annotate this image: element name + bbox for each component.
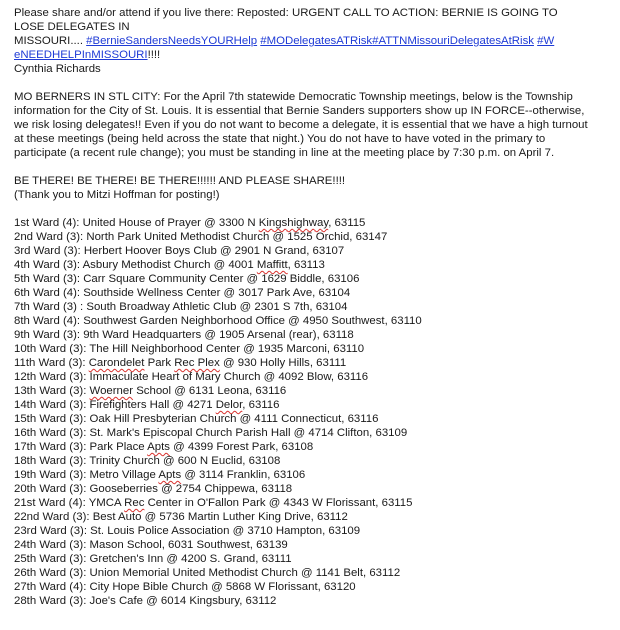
- ward-flagged-word: Rec: [124, 497, 145, 509]
- ward-entry: [14, 510, 614, 524]
- spacer: [14, 202, 614, 216]
- ward-text: @ 3114 Franklin, 63106: [181, 469, 306, 481]
- ward-entry: [14, 524, 614, 538]
- callout-text: BE THERE! BE THERE! BE THERE!!!!!! AND PLEASE SHARE!!!!: [14, 175, 346, 187]
- ward-flagged-word: Maffitt: [256, 259, 288, 271]
- ward-text: School @ 6131 Leona, 63116: [133, 385, 287, 397]
- ward-entry: [14, 552, 614, 566]
- ward-entry: [14, 244, 614, 258]
- ward-entry: [14, 468, 614, 482]
- ward-text: 24th Ward (3): Mason School, 6031 Southwest, 63139: [14, 539, 288, 551]
- ward-text: Center in O'Fallon Park @ 4343 W Florissant, 63115: [144, 497, 413, 509]
- ward-text: 6th Ward (4): Southside Wellness Center @ 3017 Park Ave, 63104: [14, 287, 351, 299]
- intro-line-3-text: MISSOURI....: [14, 35, 87, 47]
- ward-text: 2nd Ward (3): North Park United Methodist Church @ 1525 Orchid, 63147: [14, 231, 388, 243]
- ward-text: 21st Ward (4): YMCA: [14, 497, 125, 509]
- ward-text: 8th Ward (4): Southwest Garden Neighborhood Office @ 4950 Southwest, 63110: [14, 315, 422, 327]
- ward-entry: [14, 356, 614, 370]
- intro-line-1: Please share and/or attend if you live there: Reposted: URGENT CALL TO ACTION: BERNIE IS GOING TO: [14, 7, 558, 19]
- ward-entry: [14, 384, 614, 398]
- ward-entry: [14, 272, 614, 286]
- ward-entry: [14, 314, 614, 328]
- hashtag-we-need-help-end[interactable]: eNEEDHELPInMISSOURI: [14, 49, 148, 61]
- ward-entry: [14, 412, 614, 426]
- intro-line-3: [14, 34, 614, 48]
- ward-entry: [14, 370, 614, 384]
- ward-entry: [14, 426, 614, 440]
- ward-text: 13th Ward (3):: [14, 385, 90, 397]
- instructions-paragraph: MO BERNERS IN STL CITY: For the April 7th statewide Democratic Township meetings, below is the Township information for the City of St. Louis. It is essential that Bernie Sanders supporters show up IN FORCE--otherwise, we risk losing delegates!! Even if you do not want to become a delegate, it is essential that we have a high turnout at these meetings (being held across the state that night.) You do not have to have voted in the primary to participate (a recent rule change); you must be standing in line at the meeting place by 7:30 p.m. on April 7.: [14, 91, 588, 159]
- ward-text: Park: [144, 357, 175, 369]
- ward-text: , 63116: [242, 399, 280, 411]
- ward-entry: [14, 566, 614, 580]
- ward-entry: [14, 300, 614, 314]
- ward-flagged-word: Carondelet: [88, 357, 145, 369]
- ward-entry: [14, 594, 614, 608]
- ward-text: 17th Ward (3): Park Place: [14, 441, 148, 453]
- ward-entry: [14, 398, 614, 412]
- ward-entry: [14, 496, 614, 510]
- ward-text: @ 930 Holly Hills, 63111: [219, 357, 347, 369]
- spacer: [14, 160, 614, 174]
- intro-line-2: LOSE DELEGATES IN: [14, 21, 130, 33]
- document: [14, 6, 614, 608]
- ward-text: 3rd Ward (3): Herbert Hoover Boys Club @ 2901 N Grand, 63107: [14, 245, 345, 257]
- ward-text: , 63115: [328, 217, 366, 229]
- ward-text: 28th Ward (3): Joe's Cafe @ 6014 Kingsbury, 63112: [14, 595, 277, 607]
- ward-entry: [14, 216, 614, 230]
- ward-text: 4th Ward (3): Asbury Methodist Church @ 4001: [14, 259, 257, 271]
- ward-text: 19th Ward (3): Metro Village: [14, 469, 159, 481]
- ward-text: 18th Ward (3): Trinity Church @ 600 N Euclid, 63108: [14, 455, 281, 467]
- ward-entry: [14, 538, 614, 552]
- ward-text: 22nd Ward (3): Best Auto @ 5736 Martin Luther King Drive, 63112: [14, 511, 348, 523]
- ward-list: [14, 216, 614, 608]
- hashtag-tail: !!!!: [147, 49, 161, 61]
- ward-text: @ 4399 Forest Park, 63108: [169, 441, 314, 453]
- ward-text: 27th Ward (4): City Hope Bible Church @ 5868 W Florissant, 63120: [14, 581, 356, 593]
- hashtag-mo-delegates-at-risk[interactable]: #MODelegatesATRisk: [260, 35, 373, 47]
- ward-entry: [14, 230, 614, 244]
- ward-text: 9th Ward (3): 9th Ward Headquarters @ 1905 Arsenal (rear), 63118: [14, 329, 354, 341]
- ward-text: 23rd Ward (3): St. Louis Police Association @ 3710 Hampton, 63109: [14, 525, 361, 537]
- ward-text: 1st Ward (4): United House of Prayer @ 3300 N: [14, 217, 259, 229]
- ward-flagged-word: Apts: [158, 469, 182, 481]
- ward-text: 26th Ward (3): Union Memorial United Methodist Church @ 1141 Belt, 63112: [14, 567, 401, 579]
- hashtag-attn-missouri-delegates-at-risk[interactable]: #ATTNMissouriDelegatesAtRisk: [372, 35, 534, 47]
- hashtag-we-need-help-start[interactable]: #W: [537, 35, 555, 47]
- ward-flagged-word: Delor: [215, 399, 243, 411]
- ward-entry: [14, 580, 614, 594]
- ward-entry: [14, 440, 614, 454]
- ward-text: 25th Ward (3): Gretchen's Inn @ 4200 S. Grand, 63111: [14, 553, 292, 565]
- ward-flagged-word: Woerner: [89, 385, 134, 397]
- ward-text: 5th Ward (3): Carr Square Community Center @ 1629 Biddle, 63106: [14, 273, 360, 285]
- ward-text: 7th Ward (3) : South Broadway Athletic Club @ 2301 S 7th, 63104: [14, 301, 348, 313]
- ward-flagged-word: Apts: [147, 441, 170, 453]
- ward-entry: [14, 342, 614, 356]
- ward-entry: [14, 328, 614, 342]
- ward-text: 10th Ward (3): The Hill Neighborhood Center @ 1935 Marconi, 63110: [14, 343, 365, 355]
- ward-text: 20th Ward (3): Gooseberries @ 2754 Chippewa, 63118: [14, 483, 293, 495]
- ward-entry: [14, 482, 614, 496]
- ward-text: , 63113: [287, 259, 325, 271]
- spacer: [14, 76, 614, 90]
- thanks-text: (Thank you to Mitzi Hoffman for posting!): [14, 189, 220, 201]
- ward-entry: [14, 454, 614, 468]
- ward-text: 11th Ward (3):: [14, 357, 89, 369]
- hashtag-bernie-sanders-needs-your-help[interactable]: #BernieSandersNeedsYOURHelp: [86, 35, 258, 47]
- ward-entry: [14, 286, 614, 300]
- ward-text: 16th Ward (3): St. Mark's Episcopal Church Parish Hall @ 4714 Clifton, 63109: [14, 427, 408, 439]
- ward-text: 15th Ward (3): Oak Hill Presbyterian Church @ 4111 Connecticut, 63116: [14, 413, 379, 425]
- intro-line-4: [14, 48, 614, 62]
- ward-entry: [14, 258, 614, 272]
- ward-text: 14th Ward (3): Firefighters Hall @ 4271: [14, 399, 216, 411]
- ward-flagged-word: Kingshighway: [258, 217, 329, 229]
- author-name: Cynthia Richards: [14, 63, 101, 75]
- ward-flagged-word: Rec Plex: [174, 357, 220, 369]
- ward-text: 12th Ward (3): Immaculate Heart of Mary Church @ 4092 Blow, 63116: [14, 371, 369, 383]
